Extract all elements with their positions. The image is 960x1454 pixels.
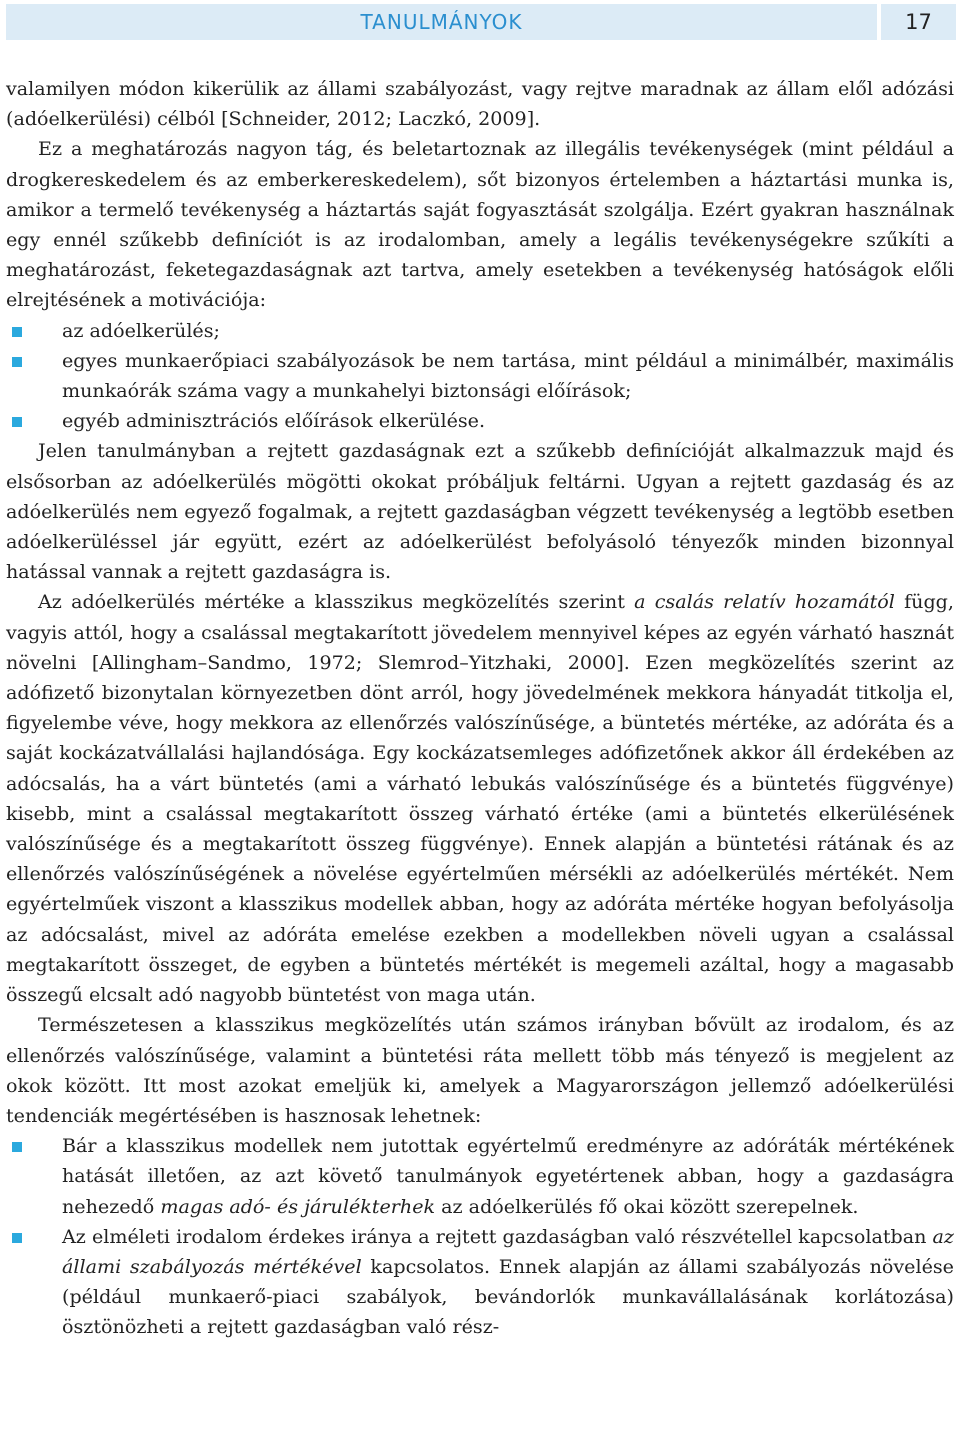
article-body	[6, 74, 954, 1343]
paragraph-2: Ez a meghatározás nagyon tág, és beletartoznak az illegális tevékenységek (mint például a drogkereskedelem és az emberkereskedelem), sőt bizonyos értelemben a háztartási munka is, amikor a termelő tevékenység a háztartás saját fogyasztását szolgálja. Ezért gyakran használnak egy ennél szűkebb definíciót is az irodalomban, amely a legális tevékenységekre szűkíti a meghatározást, feketegazdaságnak azt tartva, amely esetekben a tevékenység hatóságok előli elrejtésének a motivációja:	[6, 137, 954, 312]
square-bullet-icon	[12, 1233, 22, 1243]
bullet-list-motivations	[6, 316, 954, 437]
list-item: egyéb adminisztrációs előírások elkerülése.	[6, 406, 954, 436]
page-number-box	[881, 4, 956, 40]
list-item: az adóelkerülés;	[6, 316, 954, 346]
paragraph-5: Természetesen a klasszikus megközelítés után számos irányban bővült az irodalom, és az ellenőrzés valószínűsége, valamint a büntetési ráta mellett több más tényező is megjelent az okok között. Itt most azokat emeljük ki, amelyek a Magyarországon jellemző adóelkerülési tendenciák megértésében is hasznosak lehetnek:	[6, 1013, 954, 1127]
list-item: egyes munkaerőpiaci szabályozások be nem tartása, mint például a minimálbér, maximális munkaórák száma vagy a munkahelyi biztonsági előírások;	[6, 346, 954, 406]
emphasis: az állami szabályozás mértékével	[62, 1224, 954, 1278]
list-item: Bár a klasszikus modellek nem jutottak egyértelmű eredményre az adóráták mértékének hatását illetően, az azt követő tanulmányok egyetértenek abban, hogy a gazdaságra nehezedő magas adó- és járulékterhek az adóelkerülés fő okai között szerepelnek.	[6, 1131, 954, 1222]
bullet-list-factors	[6, 1131, 954, 1342]
square-bullet-icon	[12, 417, 22, 427]
page-header	[6, 4, 956, 40]
emphasis: a csalás relatív hozamától	[634, 590, 895, 614]
square-bullet-icon	[12, 1142, 22, 1152]
square-bullet-icon	[12, 327, 22, 337]
paragraph-4: Az adóelkerülés mértéke a klasszikus megközelítés szerint a csalás relatív hozamától függ, vagyis attól, hogy a csalással megtakarított jövedelem mennyivel képes az egyén várható hasznát növelni [Allingham–Sandmo, 1972; Slemrod–Yitzhaki, 2000]. Ezen megközelítés szerint az adófizető bizonytalan környezetben dönt arról, hogy jövedelmének mekkora hányadát titkolja el, figyelembe véve, hogy mekkora az ellenőrzés valószínűsége, a büntetés mértéke, az adóráta és a saját kockázatvállalási hajlandósága. Egy kockázatsemleges adófizetőnek akkor áll érdekében az adócsalás, ha a várt büntetés (ami a várható lebukás valószínűsége és a büntetés függvénye) kisebb, mint a csalással megtakarított összeg várható értéke (ami a büntetés elkerülésének valószínűsége és a megtakarított összeg függvénye). Ennek alapján a büntetési rátának és az ellenőrzés valószínűségének a növelése egyértelműen mérsékli az adóelkerülés mértékét. Nem egyértelműek viszont a klasszikus modellek abban, hogy az adóráta mértéke hogyan befolyásolja az adócsalást, mivel az adóráta emelése ezekben a modellekben növeli ugyan a csalással megtakarított összeget, de egyben a büntetés mértékét is megemeli azáltal, hogy a magasabb összegű elcsalt adó nagyobb büntetést von maga után.	[6, 590, 954, 1007]
page-number: 17	[905, 10, 932, 34]
emphasis: magas adó- és járulékterhek	[160, 1194, 436, 1218]
paragraph-1: valamilyen módon kikerülik az állami szabályozást, vagy rejtve maradnak az állam elől adózási (adóelkerülési) célból [Schneider, 2012; Laczkó, 2009].	[6, 77, 954, 131]
section-header-band	[6, 4, 877, 40]
section-title: TANULMÁNYOK	[360, 10, 523, 34]
list-item: Az elméleti irodalom érdekes iránya a rejtett gazdaságban való részvétellel kapcsolatban az állami szabályozás mértékével kapcsolatos. Ennek alapján az állami szabályozás növelése (például munkaerő-piaci szabályok, bevándorlók munkavállalásának korlátozása) ösztönözheti a rejtett gazdaságban való rész-	[6, 1222, 954, 1343]
paragraph-3: Jelen tanulmányban a rejtett gazdaságnak ezt a szűkebb definícióját alkalmazzuk majd és elsősorban az adóelkerülés mögötti okokat próbáljuk feltárni. Ugyan a rejtett gazdaság és az adóelkerülés nem egyező fogalmak, a rejtett gazdaságban végzett tevékenység a legtöbb esetben adóelkerüléssel jár együtt, ezért az adóelkerülést befolyásoló tényezők minden bizonnyal hatással vannak a rejtett gazdaságra is.	[6, 439, 954, 584]
square-bullet-icon	[12, 357, 22, 367]
